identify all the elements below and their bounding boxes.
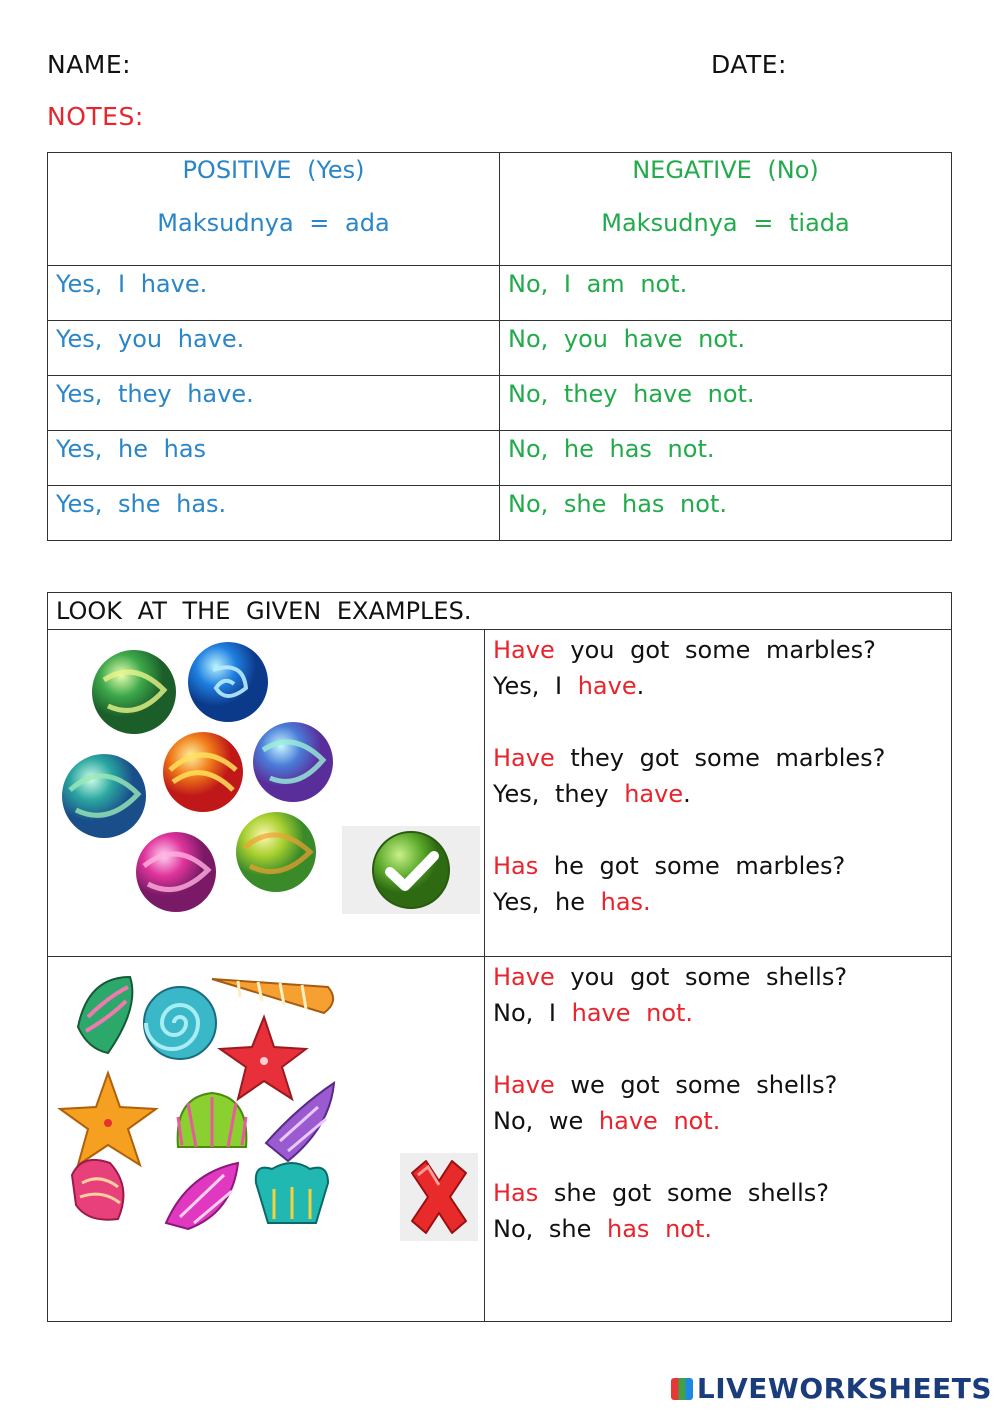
example-qa	[493, 1175, 943, 1247]
table-row	[48, 321, 952, 376]
example-answer	[493, 995, 943, 1031]
negative-cell: No, they have not.	[500, 376, 952, 431]
table-row	[48, 376, 952, 431]
question-verb: Have	[493, 963, 555, 991]
marbles-picture-cell	[48, 630, 485, 957]
example-question	[493, 1067, 943, 1103]
cross-box	[400, 1153, 478, 1241]
question-rest: she got some shells?	[538, 1179, 829, 1207]
negative-cell: No, you have not.	[500, 321, 952, 376]
answer-start: No, we	[493, 1107, 599, 1135]
example-answer	[493, 668, 943, 704]
example-qa	[493, 632, 943, 704]
positive-title: POSITIVE (Yes)	[182, 156, 365, 184]
marbles-example-row	[48, 630, 952, 957]
example-question	[493, 1175, 943, 1211]
answer-verb: have not.	[571, 999, 694, 1027]
example-qa	[493, 1067, 943, 1139]
examples-header-row	[48, 593, 952, 630]
answer-start: No, she	[493, 1215, 608, 1243]
question-rest: we got some shells?	[554, 1071, 838, 1099]
example-question	[493, 740, 943, 776]
notes-table	[47, 152, 952, 541]
date-label: DATE:	[711, 50, 787, 79]
marbles-text-cell	[485, 630, 952, 957]
negative-header	[500, 153, 952, 266]
question-verb: Has	[493, 852, 539, 880]
notes-table-header	[48, 153, 952, 266]
example-answer	[493, 884, 943, 920]
answer-start: Yes, he	[493, 888, 601, 916]
tick-box	[342, 826, 480, 914]
question-rest: he got some marbles?	[538, 852, 846, 880]
example-question	[493, 959, 943, 995]
question-rest: you got some shells?	[554, 963, 848, 991]
shells-example-row	[48, 957, 952, 1322]
example-question	[493, 632, 943, 668]
negative-title: NEGATIVE (No)	[632, 156, 819, 184]
answer-start: Yes, I	[493, 672, 578, 700]
answer-verb: have not.	[598, 1107, 721, 1135]
positive-cell: Yes, they have.	[48, 376, 500, 431]
shells-text-cell	[485, 957, 952, 1322]
example-answer	[493, 1103, 943, 1139]
question-verb: Have	[493, 1071, 555, 1099]
table-row	[48, 486, 952, 541]
close-icon	[400, 1153, 478, 1241]
positive-meaning: Maksudnya = ada	[157, 209, 390, 237]
brand-name: LIVEWORKSHEETS	[696, 1372, 992, 1405]
positive-cell: Yes, he has	[48, 431, 500, 486]
question-verb: Have	[493, 744, 555, 772]
answer-start: Yes, they	[493, 780, 625, 808]
shells-illustration	[48, 957, 484, 1319]
answer-verb: have	[624, 780, 684, 808]
negative-cell: No, she has not.	[500, 486, 952, 541]
example-answer	[493, 1211, 943, 1247]
table-row	[48, 266, 952, 321]
negative-cell: No, I am not.	[500, 266, 952, 321]
answer-verb: has.	[600, 888, 651, 916]
answer-start: No, I	[493, 999, 572, 1027]
positive-header	[48, 153, 500, 266]
check-icon	[342, 826, 480, 914]
question-rest: they got some marbles?	[554, 744, 886, 772]
question-verb: Has	[493, 1179, 539, 1207]
example-qa	[493, 959, 943, 1031]
answer-verb: has not.	[607, 1215, 712, 1243]
liveworksheets-logo[interactable]	[671, 1372, 992, 1405]
example-qa	[493, 740, 943, 812]
answer-end: .	[683, 780, 691, 808]
table-row	[48, 431, 952, 486]
negative-cell: No, he has not.	[500, 431, 952, 486]
name-label: NAME:	[47, 50, 132, 79]
question-verb: Have	[493, 636, 555, 664]
example-qa	[493, 848, 943, 920]
examples-table	[47, 592, 952, 1322]
example-question	[493, 848, 943, 884]
examples-heading: LOOK AT THE GIVEN EXAMPLES.	[48, 593, 952, 630]
positive-cell: Yes, I have.	[48, 266, 500, 321]
brand-icon	[671, 1378, 693, 1400]
example-answer	[493, 776, 943, 812]
shells-picture-cell	[48, 957, 485, 1322]
notes-label: NOTES:	[47, 102, 144, 131]
question-rest: you got some marbles?	[554, 636, 876, 664]
positive-cell: Yes, she has.	[48, 486, 500, 541]
answer-verb: have	[577, 672, 637, 700]
answer-end: .	[636, 672, 645, 700]
negative-meaning: Maksudnya = tiada	[601, 209, 850, 237]
positive-cell: Yes, you have.	[48, 321, 500, 376]
